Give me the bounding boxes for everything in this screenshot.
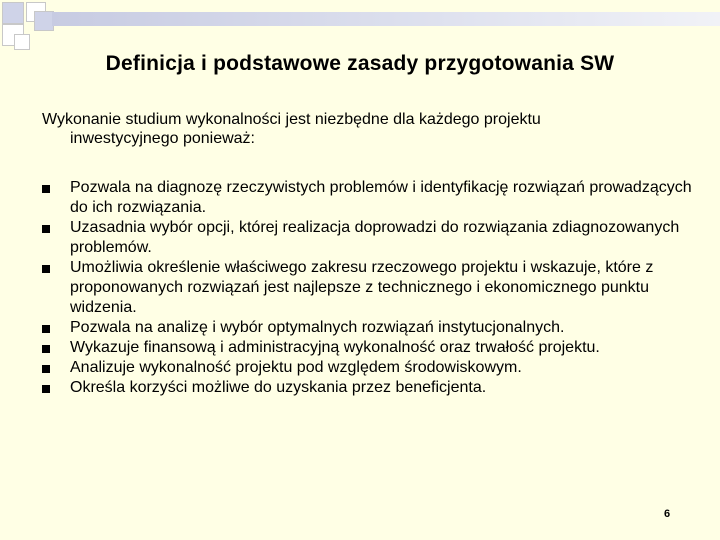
bullet-square-icon: [42, 325, 50, 333]
deco-square: [34, 11, 54, 31]
bullet-item: [42, 338, 692, 358]
deco-square: [14, 34, 30, 50]
bullet-text: Określa korzyści możliwe do uzyskania przez beneficjenta.: [70, 379, 487, 396]
bullet-text: Wykazuje finansową i administracyjną wykonalność oraz trwałość projektu.: [70, 339, 600, 356]
bullet-item: [42, 218, 692, 258]
intro-text: [42, 110, 682, 148]
bullet-square-icon: [42, 365, 50, 373]
bullet-item: [42, 318, 692, 338]
bullet-square-icon: [42, 385, 50, 393]
bullet-item: [42, 358, 692, 378]
bullet-item: [42, 178, 692, 218]
intro-line-1: Wykonanie studium wykonalności jest niezbędne dla każdego projektu: [42, 111, 541, 128]
bullet-item: [42, 258, 692, 318]
page-number: 6: [664, 508, 671, 520]
bullet-square-icon: [42, 185, 50, 193]
bullet-square-icon: [42, 265, 50, 273]
top-gradient-bar: [52, 12, 720, 26]
bullet-item: [42, 378, 692, 398]
bullet-square-icon: [42, 225, 50, 233]
bullet-square-icon: [42, 345, 50, 353]
slide-title: Definicja i podstawowe zasady przygotowania SW: [105, 52, 615, 75]
bullet-text: Analizuje wykonalność projektu pod względem środowiskowym.: [70, 359, 522, 376]
bullet-list: [42, 178, 692, 398]
deco-square: [2, 2, 24, 24]
bullet-text: Umożliwia określenie właściwego zakresu rzeczowego projektu i wskazuje, które z proponowanych rozwiązań jest najlepsze z technicznego i ekonomicznego punktu widzenia.: [70, 259, 654, 316]
bullet-text: Uzasadnia wybór opcji, której realizacja doprowadzi do rozwiązania zdiagnozowanych problemów.: [70, 219, 680, 256]
bullet-text: Pozwala na analizę i wybór optymalnych rozwiązań instytucjonalnych.: [70, 319, 565, 336]
bullet-text: Pozwala na diagnozę rzeczywistych problemów i identyfikację rozwiązań prowadzących do ich rozwiązania.: [70, 179, 692, 216]
intro-line-2: inwestycyjnego ponieważ:: [70, 130, 255, 147]
decorative-squares: [0, 0, 60, 48]
